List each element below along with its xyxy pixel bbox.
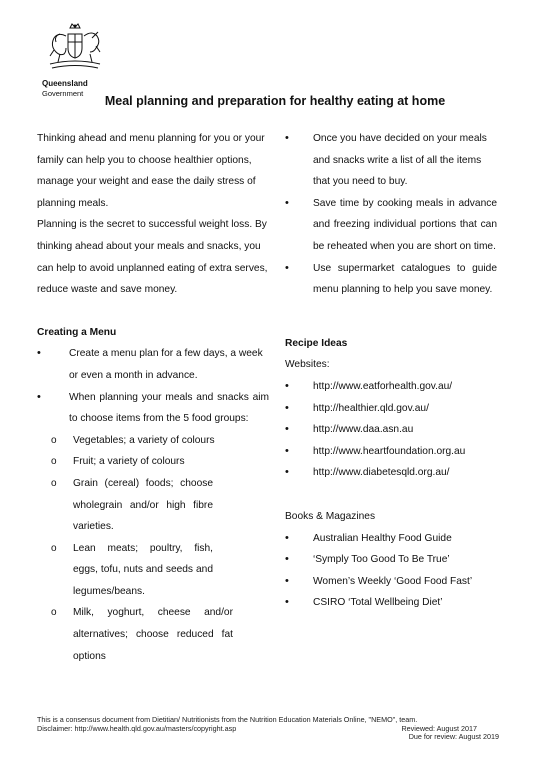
footer-due-date: Due for review: August 2019 [408,732,499,742]
tips-list [285,128,497,301]
creating-menu-heading: Creating a Menu [37,326,117,338]
right-column [285,128,497,614]
list-item: o Vegetables; a variety of colours [37,430,269,452]
intro-paragraph-1: Thinking ahead and menu planning for you or your family can help you to choose healthier options, manage your weight and ease the daily stress of planning meals. [37,133,265,209]
footer-reviewed-date: Reviewed: August 2017 [401,723,477,733]
websites-label: Websites: [285,359,330,371]
left-column [37,128,269,667]
footer [37,716,515,742]
list-item: • ‘Symply Too Good To Be True’ [285,549,497,571]
website-link[interactable]: • http://healthier.qld.gov.au/ [285,398,497,420]
list-item: • Australian Healthy Food Guide [285,528,497,550]
page-title: Meal planning and preparation for healthy eating at home [104,94,446,108]
intro-paragraph-2: Planning is the secret to successful weight loss. By thinking ahead about your meals and snacks, you can help to avoid unplanned eating of extra serves, reduce waste and save money. [37,219,268,296]
queensland-government-logo [42,22,112,98]
books-magazines-label: Books & Magazines [285,510,376,522]
list-item: • Save time by cooking meals in advance and freezing individual portions that can be reheated when you are short on time. [285,193,497,258]
footer-disclaimer[interactable]: Disclaimer: http://www.health.qld.gov.au/masters/copyright.asp [37,723,237,733]
list-item: o Milk, yoghurt, cheese and/or alternatives; choose reduced fat options [37,602,233,667]
footer-consensus-text: This is a consensus document from Dietitian/ Nutritionists from the Nutrition Education Materials Online, "NEMO", team. [37,715,418,724]
list-item: • When planning your meals and snacks aim to choose items from the 5 food groups: o Vegetables; a variety of colours o Fruit; a variety of colours o Grain (cereal) foods; choose wholegrain and/or high fibre varieties. o Lean meats; poultry, fish, eggs, tofu, nuts and seeds and legumes/beans. o Milk, yoghurt, cheese and/or alternatives; choose reduced fat options [37,387,269,668]
books-list [285,528,497,614]
list-item: o Grain (cereal) foods; choose wholegrain and/or high fibre varieties. [37,473,213,538]
list-item: • Create a menu plan for a few days, a week or even a month in advance. [37,343,269,386]
food-groups-list [37,430,269,668]
list-item: • Women’s Weekly ‘Good Food Fast’ [285,571,497,593]
website-link[interactable]: • http://www.heartfoundation.org.au [285,441,497,463]
list-item: • Use supermarket catalogues to guide menu planning to help you save money. [285,258,497,301]
recipe-ideas-heading: Recipe Ideas [285,337,348,349]
logo-text-queensland: Queensland [42,79,88,88]
website-link[interactable]: • http://www.eatforhealth.gov.au/ [285,376,497,398]
menu-bullet-list [37,343,269,667]
coat-of-arms-icon [42,22,108,72]
list-item: • CSIRO ‘Total Wellbeing Diet’ [285,592,497,614]
list-item: o Fruit; a variety of colours [37,451,269,473]
website-link[interactable]: • http://www.daa.asn.au [285,419,497,441]
list-item: • Once you have decided on your meals and snacks write a list of all the items that you need to buy. [285,128,497,193]
list-item: o Lean meats; poultry, fish, eggs, tofu, nuts and seeds and legumes/beans. [37,538,213,603]
logo-text-government: Government [42,89,84,98]
websites-list [285,376,497,484]
website-link[interactable]: • http://www.diabetesqld.org.au/ [285,462,497,484]
